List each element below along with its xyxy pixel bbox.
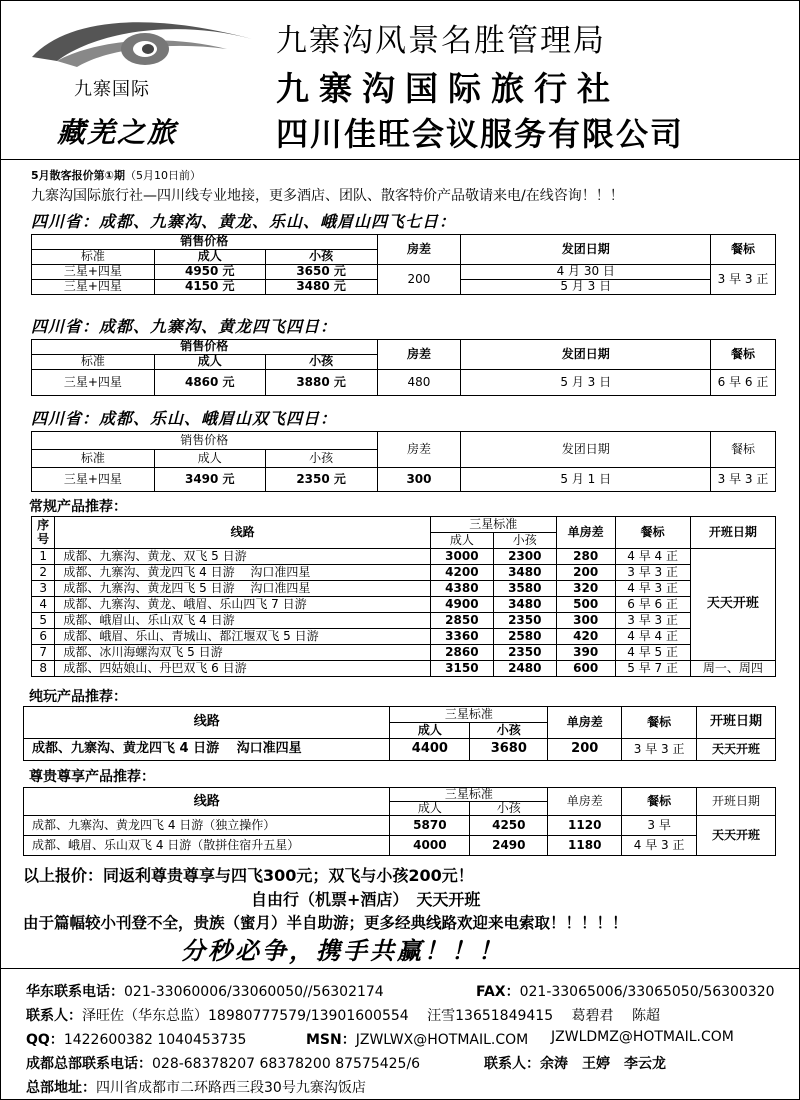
cell-adult: 3360 [430, 629, 493, 645]
cell-no: 6 [32, 629, 55, 645]
logo-slogan: 藏羌之旅 [57, 116, 178, 149]
address: 四川省成都市二环路西三段30号九寨沟饭店 [96, 1080, 366, 1096]
premium-heading: 尊贵尊享产品推荐： [29, 769, 155, 785]
cell-adult: 3490 元 [154, 468, 265, 492]
th-room: 房差 [377, 340, 461, 370]
tour3-title: 四川省：成都、乐山、峨眉山双飞四日： [31, 409, 338, 428]
cell-child: 3650 元 [265, 265, 377, 280]
table-row [32, 613, 776, 629]
table-row [32, 468, 776, 492]
cell-room: 300 [556, 613, 615, 629]
cell-route: 成都、冰川海螺沟双飞 5 日游 [55, 645, 431, 661]
cell-adult: 4900 [430, 597, 493, 613]
cell-std: 三星+四星 [32, 280, 155, 295]
tour3-table [31, 431, 776, 492]
cell-meal: 6 早 6 正 [711, 370, 776, 396]
cell-child: 2350 元 [265, 468, 377, 492]
cell-room: 390 [556, 645, 615, 661]
th-std: 三星标准 [390, 707, 548, 723]
th-room: 单房差 [548, 788, 622, 816]
th-meal: 餐标 [615, 517, 690, 549]
cell-room: 200 [556, 565, 615, 581]
cell-room: 280 [556, 549, 615, 565]
th-adult: 成人 [154, 250, 265, 265]
cell-route: 成都、峨眉山、乐山双飞 4 日游 [55, 613, 431, 629]
cell-no: 2 [32, 565, 55, 581]
cell-meal: 3 早 3 正 [711, 265, 776, 295]
cell-daily: 天天开班 [690, 549, 775, 661]
cell-adult: 3150 [430, 661, 493, 677]
header [1, 1, 799, 160]
cell-meal: 4 早 3 正 [615, 581, 690, 597]
cell-child: 2300 [493, 549, 556, 565]
tour2-title: 四川省：成都、九寨沟、黄龙四飞四日： [31, 317, 338, 336]
th-adult: 成人 [430, 533, 493, 549]
table-row [32, 661, 776, 677]
cell-meal: 4 早 4 正 [615, 629, 690, 645]
cell-child: 2490 [470, 836, 548, 856]
cell-route: 成都、九寨沟、黄龙四飞 4 日游 沟口准四星 [55, 565, 431, 581]
hq-phone: 028-68378207 68378200 87575425/6 [152, 1056, 421, 1072]
fax-label: FAX： [476, 984, 520, 1000]
logo-text: 九寨国际 [74, 79, 150, 100]
cell-child: 2480 [493, 661, 556, 677]
cell-date: 周一、周四 [690, 661, 775, 677]
th-meal: 餐标 [711, 340, 776, 370]
hq-phone-line [26, 1053, 420, 1073]
title-bureau: 九寨沟风景名胜管理局 [276, 23, 606, 59]
qq-numbers: 1422600382 1040453735 [63, 1032, 247, 1048]
cell-meal: 3 早 [622, 816, 697, 836]
cell-adult: 4400 [390, 739, 470, 761]
cell-adult: 2850 [430, 613, 493, 629]
table-row [32, 265, 776, 280]
cell-child: 3680 [470, 739, 548, 761]
cell-meal: 4 早 3 正 [622, 836, 697, 856]
th-adult: 成人 [390, 802, 470, 816]
cell-adult: 4380 [430, 581, 493, 597]
th-child: 小孩 [493, 533, 556, 549]
pure-heading: 纯玩产品推荐： [29, 689, 127, 705]
title-agency: 九寨沟国际旅行社 [276, 69, 620, 108]
msn-label: MSN： [306, 1032, 356, 1048]
persons: 泽旺佐（华东总监）18980777579/13901600554 汪雪13651849415 葛碧君 陈超 [82, 1008, 661, 1024]
th-meal: 餐标 [711, 432, 776, 468]
east-phone-line [26, 981, 384, 1001]
fax-number: 021-33065006/33065050/56300320 [519, 984, 775, 1000]
cell-no: 1 [32, 549, 55, 565]
email2-line [551, 1029, 734, 1045]
cell-meal: 6 早 6 正 [615, 597, 690, 613]
note-free-travel: 自由行（机票+酒店） 天天开班 [251, 890, 481, 909]
cell-room: 500 [556, 597, 615, 613]
note-more-routes: 由于篇幅较小刊登不全，贵族（蜜月）半自助游；更多经典线路欢迎来电索取！！！！！ [23, 914, 628, 932]
issue-line [31, 167, 201, 183]
cell-meal: 4 早 4 正 [615, 549, 690, 565]
th-std: 三星标准 [390, 788, 548, 802]
cell-adult: 2860 [430, 645, 493, 661]
th-child: 小孩 [265, 355, 377, 370]
cell-room: 320 [556, 581, 615, 597]
cell-std: 三星+四星 [32, 265, 155, 280]
cell-child: 3880 元 [265, 370, 377, 396]
th-meal: 餐标 [622, 707, 697, 739]
cell-route: 成都、四姑娘山、丹巴双飞 6 日游 [55, 661, 431, 677]
th-child: 小孩 [470, 723, 548, 739]
regular-heading: 常规产品推荐： [29, 499, 127, 515]
tour1-title: 四川省：成都、九寨沟、黄龙、乐山、峨眉山四飞七日： [31, 212, 457, 231]
cell-meal: 5 早 7 正 [615, 661, 690, 677]
th-date: 开班日期 [697, 788, 776, 816]
th-room: 房差 [377, 432, 461, 468]
cell-no: 7 [32, 645, 55, 661]
person-label: 联系人： [26, 1008, 82, 1024]
th-room: 房差 [377, 235, 461, 265]
th-meal: 餐标 [622, 788, 697, 816]
cell-child: 2350 [493, 613, 556, 629]
fax-line [476, 981, 775, 1001]
table-row [32, 581, 776, 597]
th-route: 线路 [24, 707, 390, 739]
cell-meal: 3 早 3 正 [622, 739, 697, 761]
th-date: 发团日期 [461, 235, 711, 265]
th-adult: 成人 [154, 355, 265, 370]
th-child: 小孩 [265, 250, 377, 265]
table-row [32, 565, 776, 581]
th-std: 标准 [32, 450, 155, 468]
cell-no: 5 [32, 613, 55, 629]
cell-date: 5 月 3 日 [461, 280, 711, 295]
cell-route: 成都、九寨沟、黄龙四飞 4 日游（独立操作） [24, 816, 390, 836]
cell-no: 3 [32, 581, 55, 597]
contact-section [1, 968, 799, 1096]
cell-adult: 4950 元 [154, 265, 265, 280]
th-price: 销售价格 [32, 340, 378, 355]
premium-table [23, 787, 776, 856]
cell-adult: 4200 [430, 565, 493, 581]
intro-text: 九寨沟国际旅行社—四川线专业地接，更多酒店、团队、散客特价产品敬请来电/在线咨询！！！ [31, 188, 624, 204]
cell-room: 300 [377, 468, 461, 492]
th-meal: 餐标 [711, 235, 776, 265]
cell-route: 成都、九寨沟、黄龙、双飞 5 日游 [55, 549, 431, 565]
msn-line [306, 1029, 528, 1049]
email2: JZWLDMZ@HOTMAIL.COM [551, 1029, 734, 1045]
cell-adult: 3000 [430, 549, 493, 565]
th-date: 开班日期 [690, 517, 775, 549]
cell-child: 3480 元 [265, 280, 377, 295]
cell-adult: 4000 [390, 836, 470, 856]
cell-meal: 3 早 3 正 [711, 468, 776, 492]
cell-date: 4 月 30 日 [461, 265, 711, 280]
table-row [32, 645, 776, 661]
th-child: 小孩 [265, 450, 377, 468]
cell-adult: 5870 [390, 816, 470, 836]
cell-date: 5 月 3 日 [461, 370, 711, 396]
cell-no: 4 [32, 597, 55, 613]
cell-meal: 4 早 5 正 [615, 645, 690, 661]
hq-label: 成都总部联系电话： [26, 1056, 152, 1072]
cell-child: 3580 [493, 581, 556, 597]
cell-room: 200 [377, 265, 461, 295]
th-no: 序号 [32, 517, 55, 549]
cell-date: 5 月 1 日 [461, 468, 711, 492]
addr-label: 总部地址： [26, 1080, 96, 1096]
th-child: 小孩 [470, 802, 548, 816]
table-row [24, 739, 776, 761]
cell-child: 2350 [493, 645, 556, 661]
cell-room: 600 [556, 661, 615, 677]
th-room: 单房差 [556, 517, 615, 549]
th-date: 发团日期 [461, 432, 711, 468]
cell-child: 2580 [493, 629, 556, 645]
closing-slogan: 分秒必争，携手共赢！！！ [181, 936, 505, 965]
east-phone: 021-33060006/33060050//56302174 [124, 984, 384, 1000]
issue-label: 5月散客报价第①期 [31, 169, 125, 182]
hq-person-label: 联系人： [484, 1056, 540, 1072]
cell-room: 480 [377, 370, 461, 396]
cell-route: 成都、九寨沟、黄龙四飞 4 日游 沟口准四星 [24, 739, 390, 761]
cell-child: 4250 [470, 816, 548, 836]
cell-meal: 3 早 3 正 [615, 613, 690, 629]
table-row [32, 370, 776, 396]
th-std: 标准 [32, 355, 155, 370]
th-date: 开班日期 [697, 707, 776, 739]
cell-std: 三星+四星 [32, 468, 155, 492]
tour2-table [31, 339, 776, 396]
regular-table [31, 516, 776, 677]
tour1-table [31, 234, 776, 295]
table-row [24, 836, 776, 856]
table-row [32, 629, 776, 645]
hq-persons: 余涛 王婷 李云龙 [540, 1056, 666, 1072]
th-route: 线路 [55, 517, 431, 549]
east-label: 华东联系电话： [26, 984, 124, 1000]
cell-room: 1120 [548, 816, 622, 836]
pure-table [23, 706, 776, 761]
qq-label: QQ： [26, 1032, 64, 1048]
cell-std: 三星+四星 [32, 370, 155, 396]
cell-room: 1180 [548, 836, 622, 856]
note-rebate: 以上报价：同返利尊贵尊享与四飞300元；双飞与小孩200元！ [23, 866, 474, 885]
cell-daily: 天天开班 [697, 816, 776, 856]
cell-adult: 4860 元 [154, 370, 265, 396]
title-company: 四川佳旺会议服务有限公司 [276, 115, 685, 153]
th-route: 线路 [24, 788, 390, 816]
address-line [26, 1077, 366, 1097]
cell-child: 3480 [493, 565, 556, 581]
th-price: 销售价格 [32, 432, 378, 450]
eye-swirl-logo-icon [27, 9, 257, 77]
qq-line [26, 1029, 246, 1049]
th-std: 三星标准 [430, 517, 556, 533]
table-row [32, 549, 776, 565]
th-adult: 成人 [154, 450, 265, 468]
th-date: 发团日期 [461, 340, 711, 370]
msn-email: JZWLWX@HOTMAIL.COM [355, 1032, 529, 1048]
cell-date: 天天开班 [697, 739, 776, 761]
cell-meal: 3 早 3 正 [615, 565, 690, 581]
cell-room: 420 [556, 629, 615, 645]
th-price: 销售价格 [32, 235, 378, 250]
cell-route: 成都、峨眉、乐山、青城山、都江堰双飞 5 日游 [55, 629, 431, 645]
issue-note: （5月10日前） [124, 169, 201, 182]
cell-room: 200 [548, 739, 622, 761]
contact-person-line [26, 1005, 660, 1025]
cell-route: 成都、峨眉、乐山双飞 4 日游（散拼住宿升五星） [24, 836, 390, 856]
logo [19, 9, 259, 149]
th-room: 单房差 [548, 707, 622, 739]
hq-person-line [484, 1053, 666, 1073]
th-std: 标准 [32, 250, 155, 265]
cell-route: 成都、九寨沟、黄龙四飞 5 日游 沟口准四星 [55, 581, 431, 597]
cell-route: 成都、九寨沟、黄龙、峨眉、乐山四飞 7 日游 [55, 597, 431, 613]
th-adult: 成人 [390, 723, 470, 739]
cell-adult: 4150 元 [154, 280, 265, 295]
cell-child: 3480 [493, 597, 556, 613]
table-row [32, 597, 776, 613]
table-row [24, 816, 776, 836]
cell-no: 8 [32, 661, 55, 677]
